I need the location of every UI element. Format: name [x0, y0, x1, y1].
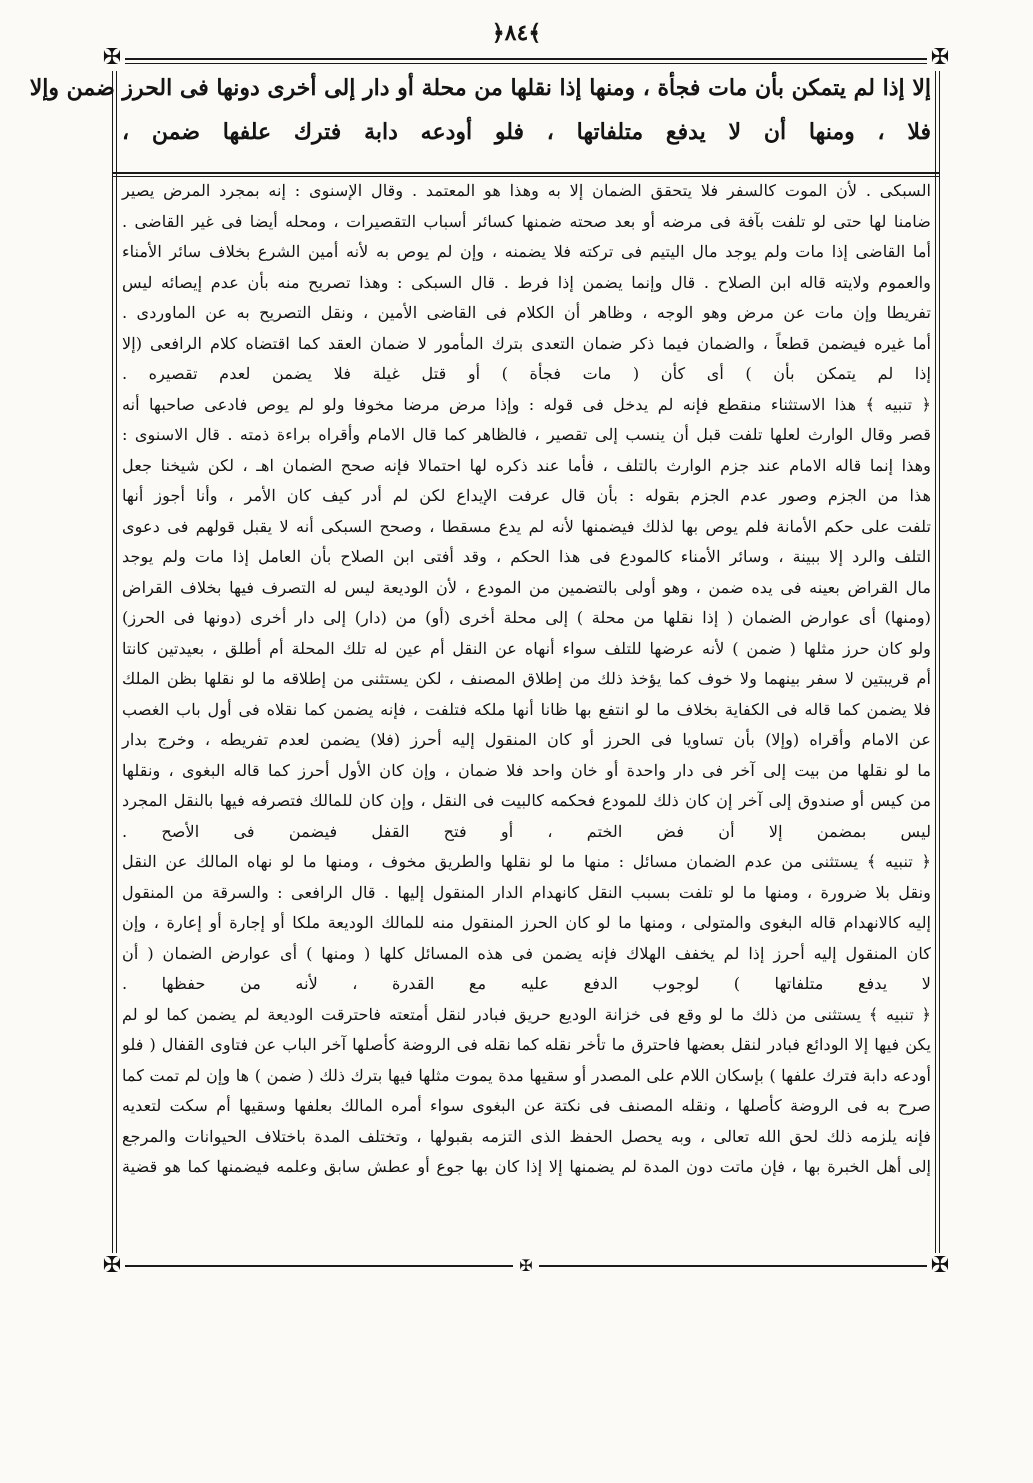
commentary-line: يكن فيها إلا الودائع فبادر لنقل بعضها فاحترق ما تأخر نقله كما نقله فى الروضة كأصلها آخر الباب عن فتاوى القفال ( فلو [122, 1035, 931, 1054]
commentary-line: ولو كان حرز مثلها ( ضمن ) لأنه عرضها للتلف سواء أنهاه عن النقل أم عين له تلك المحلة أم أطلق ، بعيدتين كانتا [122, 638, 931, 658]
commentary-line: ﴿ تنبيه ﴾ هذا الاستثناء منقطع فإنه لم يدخل فى قوله : وإذا مرض مرضا مخوفا ولو لم يوص فادعى صاحبها أنه [122, 394, 931, 414]
commentary-line: مال القراض بعينه فى يده ضمن ، وهو أولى بالتضمين من المودع ، لأن الوديعة ليس له التصرف فيها بخلاف القراض [122, 577, 931, 597]
main-text-line: فلا ، ومنها أن لا يدفع متلفاتها ، فلو أودعه دابة فترك علفها ضمن ، [122, 119, 931, 145]
commentary-line: والعموم ولايته قاله ابن الصلاح . قال وإنما يضمن إذا فرط . قال السبكى : وهذا تصريح منه بأن عدم إيصائه ليس [122, 272, 931, 292]
commentary-line: إذا لم يتمكن بأن ) أى كأن ( مات فجأة ) أو قتل غيلة فلا يضمن لعدم تقصيره . [122, 364, 931, 383]
border-left-inner [116, 58, 117, 1266]
commentary-line: فإنه يلزمه ذلك لحق الله تعالى ، وبه يحصل الحفظ الذى التزمه بقبولها ، وتختلف المدة باختلاف الحيوانات والمرجع [122, 1126, 931, 1146]
commentary-line: (ومنها) أى عوارض الضمان ( إذا نقلها من محلة ) إلى محلة أخرى (أو) من (دار) إلى دار أخرى (دونها فى الحرز) [122, 608, 931, 627]
commentary-line: ﴿ تنبيه ﴾ يستثنى من ذلك ما لو وقع فى خزانة الوديع حريق فبادر لنقل أمتعته فاحترقت الوديعة لم يضمن كما لو لم [122, 1004, 931, 1024]
commentary-line: التلف والرد إلا ببينة ، وسائر الأمناء كالمودع فى هذا الحكم ، وقد أفتى ابن الصلاح بأن العامل إذا مات ولم يوجد [122, 547, 931, 566]
bottom-ornament-icon: ✠ [513, 1253, 539, 1279]
commentary-line: وهذا إنما قاله الامام عند جزم الوارث بالتلف ، فأما عند ذكره لها احتمالا فإنه صحح الضمان اهـ ، لكن شيخنا جعل [122, 455, 931, 475]
commentary-line: ونقل بلا ضرورة ، ومنها ما لو تلفت بسبب النقل كانهدام الدار المنقول إليها . قال الرافعى : والسرقة من المنقول [122, 882, 931, 902]
border-top-inner [112, 63, 940, 64]
commentary-line: ﴿ تنبيه ﴾ يستثنى من عدم الضمان مسائل : منها ما لو نقلها والطريق مخوف ، ومنها ما لو نهاه المالك عن النقل [122, 852, 931, 871]
commentary-line: تلفت على حكم الأمانة فلم يوص بها لذلك فيضمنها لأنه لم يدع مسقطا ، وصحح السبكى أنه لا يقبل قولهم فى دعوى [122, 516, 931, 536]
commentary-line: أما غيره فيضمن قطعاً ، والضمان فيما ذكر ضمان التعدى بترك المأمور لا ضمان العقد كما اقتضاه كلام الرافعى (إلا [122, 333, 931, 353]
commentary-line: أما القاضى إذا مات ولم يوجد مال اليتيم فى تركته فلا يضمنه ، وإن لم يوص به لأنه أمين الشرع بخلاف سائر الأمناء [122, 242, 931, 261]
commentary-line: فلا يضمن كما قاله فى الكفاية بخلاف ما لو انتفع بها ظانا أنها ملكه فتلفت ، فإنه يضمن كما نقلاه فى أول باب الغصب [122, 699, 931, 719]
commentary-line: قصر وقال الوارث لعلها تلفت قبل أن ينسب إلى تقصير ، فالظاهر كما قال الامام وأقراه براءة ذمته . قال الاسنوى : [122, 425, 931, 444]
border-right-inner [935, 58, 936, 1266]
page-number: ﴿٨٤﴾ [491, 20, 542, 46]
commentary-line: هذا من الجزم وصور عدم الجزم بقوله : بأن قال عرفت الإيداع لكن لم أدر كيف كان الأمر ، وأنا أجوز أنها [122, 486, 931, 505]
commentary-line: إلى أهل الخبرة بها ، فإن ماتت دون المدة لم يضمنها إلا إذا كان بها جوع أو عطش سابق وعلمه فيضمنها كما هو قضية [122, 1157, 931, 1176]
commentary-line: صرح به فى الروضة كأصلها ، ونقله المصنف فى نكتة عن البغوى سواء أمره المالك بعلفها وسقيها أم سكت لتعديه [122, 1096, 931, 1115]
commentary-line: تفريطا وإن مات عن مرض وهو الوجه ، وظاهر أن الكلام فى القاضى الأمين ، ونقل التصريح به عن الماوردى . [122, 303, 931, 322]
commentary-line: ليس بمضمن إلا أن فض الختم ، أو فتح القفل فيضمن فى الأصح . [122, 821, 931, 841]
commentary-line: أودعه دابة فترك علفها ) بإسكان اللام على المصدر أو سقيها مدة يموت مثلها فيها بترك ذلك ( ضمن ) ها وإن لم تمت كما [122, 1065, 931, 1085]
commentary-line: أم قريبتين لا سفر بينهما ولا خوف كما يؤخذ ذلك من إطلاق المصنف ، لكن يستثنى من إطلاقه ما لو نقلها بظن الملك [122, 669, 931, 688]
main-text-line: إلا إذا لم يتمكن بأن مات فجأة ، ومنها إذا نقلها من محلة أو دار إلى أخرى دونها فى الحرز ضمن وإلا [29, 75, 931, 101]
main-text [29, 66, 931, 154]
commentary-line: كان المنقول إليه أحرز إذا لم يخفف الهلاك فإنه يضمن فى هذه المسائل كلها ( ومنها ) أى عوارض الضمان ( أن [122, 943, 931, 963]
corner-ornament-icon: ✠ [927, 1253, 953, 1279]
border-right [939, 58, 940, 1266]
commentary-line: لا يدفع متلفاتها ) لوجوب الدفع عليه مع القدرة ، لأنه من حفظها . [122, 974, 931, 993]
border-left [112, 58, 113, 1266]
border-top [112, 58, 940, 60]
section-divider [112, 172, 940, 174]
corner-ornament-icon: ✠ [927, 45, 953, 71]
commentary-line: إليه كالانهدام قاله البغوى والمتولى ، ومنها ما لو كان الحرز المنقول منه للمالك الوديعة ملكا أو إجارة أو إعارة ، وإن [122, 913, 931, 932]
corner-ornament-icon: ✠ [99, 1253, 125, 1279]
corner-ornament-icon: ✠ [99, 45, 125, 71]
commentary-line: السبكى . لأن الموت كالسفر فلا يتحقق الضمان إلا به وهذا هو المعتمد . وقال الإسنوى : إنه بمجرد المرض يصير [122, 181, 931, 200]
commentary-line: ما لو نقلها من بيت إلى آخر فى دار واحدة أو خان واحد فلا ضمان ، وإن كان الأول أحرز كما قاله البغوى ، ونقلها [122, 760, 931, 780]
commentary-line: عن الامام وأقراه (وإلا) بأن تساويا فى الحرز أو كان المنقول إليه أحرز (فلا) يضمن لعدم تفريطه ، وخرج بدار [122, 730, 931, 749]
commentary-line: ضامنا لها حتى لو تلفت بآفة فى مرضه أو بعد صحته ضمنها كسائر أسباب التقصيرات ، ومحله أيضا فى غير القاضى . [122, 211, 931, 231]
commentary-text [122, 176, 931, 1183]
commentary-line: من كيس أو صندوق إلى آخر إن كان ذلك للمودع فحكمه كالبيت فى النقل ، وإن كان للمالك فتصرفه فيها بالنقل المجرد [122, 791, 931, 810]
